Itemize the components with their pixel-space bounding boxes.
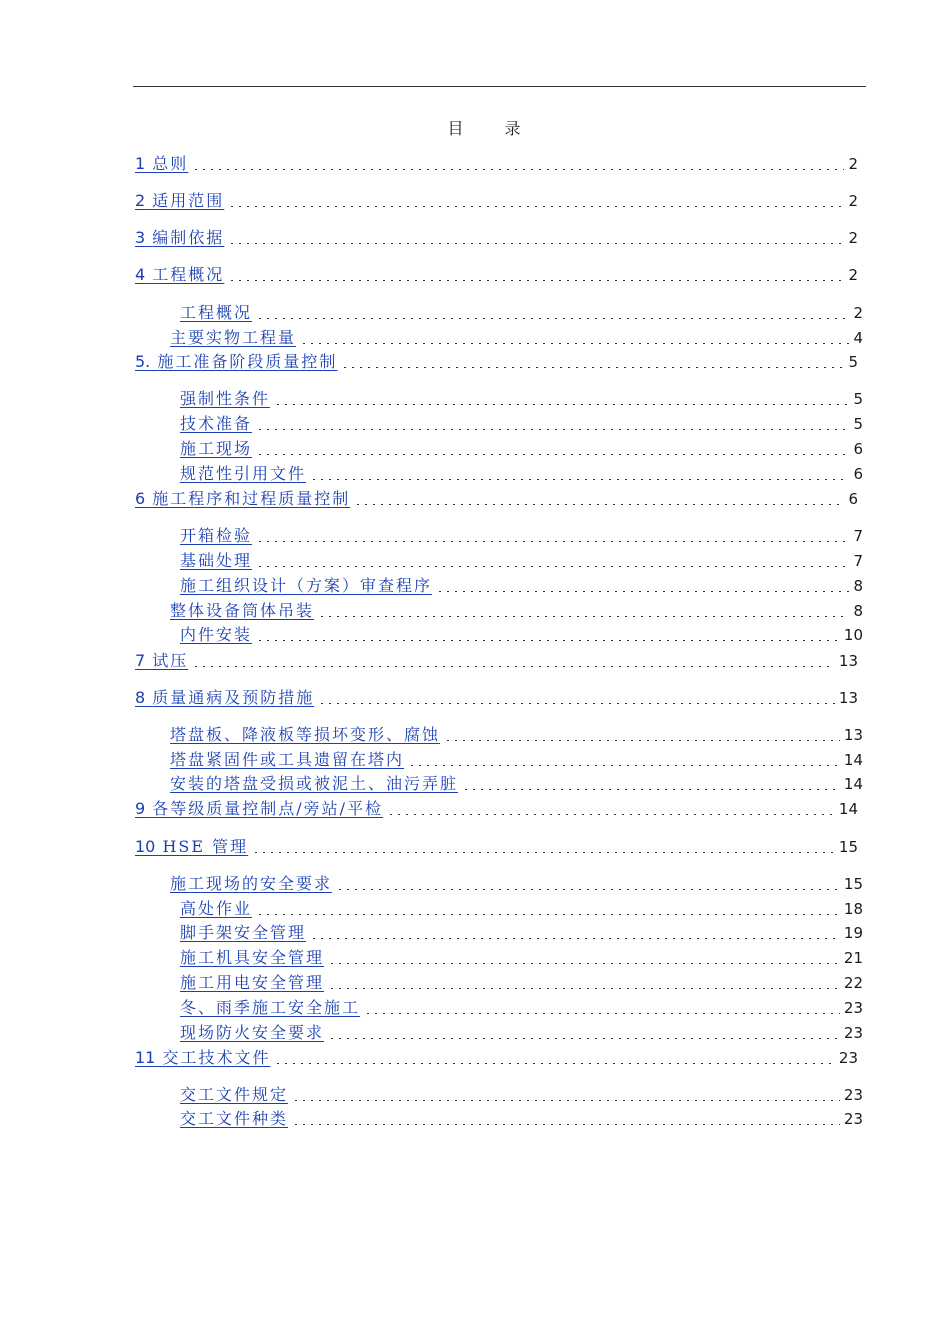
toc-entry-page: 14	[843, 775, 863, 793]
toc-entry-label: 施工程序和过程质量控制	[152, 489, 351, 508]
dot-leader	[228, 206, 844, 207]
toc-entry[interactable]	[170, 550, 863, 572]
toc-entry[interactable]	[170, 922, 863, 944]
dot-leader	[444, 740, 840, 741]
toc-entry-page: 23	[843, 999, 863, 1017]
toc-entry-label: 试压	[152, 651, 189, 670]
dot-leader	[292, 1100, 840, 1101]
toc-entry-label: 各等级质量控制点/旁站/平检	[152, 799, 384, 818]
toc-entry-link[interactable]	[170, 327, 296, 349]
toc-entry-number: 7	[135, 651, 146, 670]
toc-entry-link[interactable]	[170, 575, 432, 597]
dot-leader	[354, 504, 844, 505]
toc-entry-page: 21	[843, 949, 863, 967]
toc-entry-page: 13	[838, 652, 858, 670]
toc-entry-page: 5	[848, 353, 858, 371]
dot-leader	[292, 1124, 840, 1125]
toc-entry-label: 开箱检验	[180, 526, 253, 545]
toc-entry-link[interactable]	[170, 1108, 288, 1130]
dot-leader	[274, 404, 849, 405]
dot-leader	[387, 814, 835, 815]
toc-entry-page: 23	[843, 1086, 863, 1104]
dot-leader	[256, 640, 840, 641]
dot-leader	[256, 318, 849, 319]
toc-entry-label: 塔盘板、降液板等损坏变形、腐蚀	[170, 725, 441, 744]
toc-entry-link[interactable]	[170, 388, 270, 410]
dot-leader	[436, 591, 849, 592]
toc-entry-page: 2	[848, 155, 858, 173]
toc-entry-number: 11	[135, 1048, 156, 1067]
dot-leader	[192, 666, 835, 667]
toc-entry-page: 10	[843, 626, 863, 644]
toc-entry-link[interactable]	[170, 922, 306, 944]
toc-entry-page: 15	[838, 838, 858, 856]
toc-entry-label: 内件安装	[180, 625, 253, 644]
toc-entry[interactable]	[135, 650, 858, 672]
toc-entry-link[interactable]	[170, 898, 252, 920]
toc-entry[interactable]	[135, 264, 858, 286]
toc-entry-link[interactable]	[135, 264, 224, 286]
toc-entry-page: 13	[843, 726, 863, 744]
dot-leader	[328, 1038, 840, 1039]
toc-entry[interactable]	[170, 1022, 863, 1044]
toc-entry-label: 交工文件种类	[180, 1109, 289, 1128]
toc-entry-label: 施工现场	[180, 439, 253, 458]
toc-entry-link[interactable]	[135, 227, 224, 249]
toc-entry-link[interactable]	[135, 190, 224, 212]
dot-leader	[310, 938, 840, 939]
toc-entry[interactable]	[170, 327, 863, 349]
toc-entry-page: 2	[848, 266, 858, 284]
toc-entry-label: 高处作业	[180, 899, 253, 918]
toc-entry[interactable]	[135, 687, 858, 709]
dot-leader	[408, 765, 840, 766]
toc-entry-label: 施工用电安全管理	[180, 973, 325, 992]
toc-entry-page: 14	[838, 800, 858, 818]
toc-entry-label: HSE 管理	[162, 837, 249, 856]
toc-entry-label: 工程概况	[152, 265, 225, 284]
toc-entry[interactable]	[170, 898, 863, 920]
toc-entry-label: 强制性条件	[180, 389, 271, 408]
toc-entry-label: 规范性引用文件	[180, 464, 307, 483]
toc-entry[interactable]	[135, 1047, 858, 1069]
toc-entry-link[interactable]	[170, 550, 252, 572]
dot-leader	[256, 566, 849, 567]
toc-entry-label: 施工准备阶段质量控制	[157, 352, 338, 371]
dot-leader	[256, 454, 849, 455]
toc-entry-label: 脚手架安全管理	[180, 923, 307, 942]
toc-entry-number: 1	[135, 154, 146, 173]
toc-entry-page: 23	[843, 1110, 863, 1128]
toc-entry[interactable]	[135, 227, 858, 249]
toc-entry[interactable]	[135, 798, 858, 820]
toc-entry[interactable]	[170, 1084, 863, 1106]
toc-entry-page: 23	[838, 1049, 858, 1067]
dot-leader	[228, 243, 844, 244]
toc-entry[interactable]	[170, 873, 863, 895]
dot-leader	[310, 479, 849, 480]
toc-entry-link[interactable]	[170, 972, 324, 994]
toc-entry-page: 23	[843, 1024, 863, 1042]
toc-entry-page: 18	[843, 900, 863, 918]
dot-leader	[336, 889, 840, 890]
toc-entry[interactable]	[170, 302, 863, 324]
toc-entry-label: 施工机具安全管理	[180, 948, 325, 967]
toc-entry-number: 10	[135, 837, 156, 856]
toc-entry-link[interactable]	[135, 650, 188, 672]
toc-entry-page: 5	[853, 415, 863, 433]
toc-entry-page: 2	[848, 192, 858, 210]
toc-entry-number: 8	[135, 688, 146, 707]
toc-entry-link[interactable]	[170, 302, 252, 324]
toc-entry-label: 编制依据	[152, 228, 225, 247]
toc-entry[interactable]	[170, 624, 863, 646]
toc-entry[interactable]	[170, 575, 863, 597]
toc-entry-link[interactable]	[170, 997, 360, 1019]
dot-leader	[192, 169, 844, 170]
toc-entry-label: 交工技术文件	[162, 1048, 271, 1067]
dot-leader	[364, 1013, 840, 1014]
toc-entry-link[interactable]	[170, 873, 332, 895]
toc-entry[interactable]	[170, 997, 863, 1019]
toc-entry[interactable]	[170, 413, 863, 435]
toc-entry[interactable]	[170, 947, 863, 969]
toc-entry-label: 安装的塔盘受损或被泥土、油污弄脏	[170, 774, 459, 793]
toc-entry-number: 6	[135, 489, 146, 508]
dot-leader	[256, 541, 849, 542]
toc-entry-link[interactable]	[135, 798, 383, 820]
toc-entry[interactable]	[170, 463, 863, 485]
toc-entry-label: 冬、雨季施工安全施工	[180, 998, 361, 1017]
toc-entry-page: 7	[853, 552, 863, 570]
toc-entry[interactable]	[135, 488, 858, 510]
toc-entry-number: 2	[135, 191, 146, 210]
dot-leader	[274, 1063, 834, 1064]
toc-entry-label: 交工文件规定	[180, 1085, 289, 1104]
toc-entry-link[interactable]	[170, 749, 404, 771]
dot-leader	[341, 367, 844, 368]
toc-entry-label: 主要实物工程量	[170, 328, 297, 347]
toc-entry-page: 14	[843, 751, 863, 769]
toc-entry-link[interactable]	[135, 836, 248, 858]
toc-entry-label: 现场防火安全要求	[180, 1023, 325, 1042]
toc-entry-page: 5	[853, 390, 863, 408]
dot-leader	[256, 429, 849, 430]
toc-entry-link[interactable]	[170, 463, 306, 485]
toc-entry-page: 13	[838, 689, 858, 707]
toc-entry[interactable]	[135, 190, 858, 212]
toc-entry-link[interactable]	[170, 438, 252, 460]
toc-entry-page: 6	[853, 465, 863, 483]
toc-entry-number: 3	[135, 228, 146, 247]
toc-entry-link[interactable]	[135, 153, 188, 175]
toc-entry-link[interactable]	[135, 687, 314, 709]
toc-entry-link[interactable]	[170, 525, 252, 547]
toc-entry-number: 4	[135, 265, 146, 284]
toc-entry-label: 总则	[152, 154, 189, 173]
toc-entry-link[interactable]	[170, 1022, 324, 1044]
toc-entry[interactable]	[170, 724, 863, 746]
header-rule	[133, 86, 866, 87]
toc-entry-page: 6	[853, 440, 863, 458]
toc-entry-page: 7	[853, 527, 863, 545]
dot-leader	[300, 343, 849, 344]
toc-entry[interactable]	[170, 438, 863, 460]
toc-entry-link[interactable]	[170, 1084, 288, 1106]
toc-entry-page: 8	[853, 577, 863, 595]
dot-leader	[318, 703, 835, 704]
toc-title: 目 录	[447, 119, 539, 138]
dot-leader	[328, 988, 840, 989]
toc-entry-link[interactable]	[170, 773, 458, 795]
toc-entry-label: 工程概况	[180, 303, 253, 322]
dot-leader	[462, 789, 840, 790]
toc-entry-label: 整体设备筒体吊装	[170, 601, 315, 620]
toc-entry-label: 基础处理	[180, 551, 253, 570]
toc-entry-link[interactable]	[170, 724, 440, 746]
toc-entry-page: 6	[848, 490, 858, 508]
dot-leader	[328, 963, 840, 964]
toc-entry-label: 塔盘紧固件或工具遗留在塔内	[170, 750, 405, 769]
dot-leader	[228, 280, 844, 281]
toc-entry[interactable]	[170, 1108, 863, 1130]
toc-entry-link[interactable]	[135, 1047, 270, 1069]
toc-entry[interactable]	[170, 749, 863, 771]
toc-entry-link[interactable]	[170, 600, 314, 622]
dot-leader	[318, 616, 849, 617]
toc-entry-page: 19	[843, 924, 863, 942]
toc-entry-link[interactable]	[170, 947, 324, 969]
toc-entry-page: 4	[853, 329, 863, 347]
toc-entry-page: 22	[843, 974, 863, 992]
toc-entry[interactable]	[170, 525, 863, 547]
dot-leader	[252, 852, 835, 853]
toc-entry-label: 施工现场的安全要求	[170, 874, 333, 893]
toc-entry-page: 2	[853, 304, 863, 322]
toc-entry[interactable]	[170, 773, 863, 795]
toc-entry-page: 15	[843, 875, 863, 893]
toc-entry-label: 适用范围	[152, 191, 225, 210]
toc-entry-link[interactable]	[135, 488, 350, 510]
toc-entry[interactable]	[135, 351, 858, 373]
toc-entry[interactable]	[135, 836, 858, 858]
toc-entry-label: 施工组织设计（方案）审查程序	[180, 576, 433, 595]
dot-leader	[256, 914, 840, 915]
toc-entry-label: 质量通病及预防措施	[152, 688, 315, 707]
toc-entry-label: 技术准备	[180, 414, 253, 433]
toc-entry[interactable]	[135, 153, 858, 175]
toc-entry-link[interactable]	[135, 351, 337, 373]
toc-entry-number: 5.	[135, 352, 151, 371]
toc-entry-number: 9	[135, 799, 146, 818]
toc-entry[interactable]	[170, 972, 863, 994]
toc-entry[interactable]	[170, 600, 863, 622]
toc-entry-page: 8	[853, 602, 863, 620]
toc-entry-page: 2	[848, 229, 858, 247]
toc-entry-link[interactable]	[170, 413, 252, 435]
toc-entry[interactable]	[170, 388, 863, 410]
toc-entry-link[interactable]	[170, 624, 252, 646]
